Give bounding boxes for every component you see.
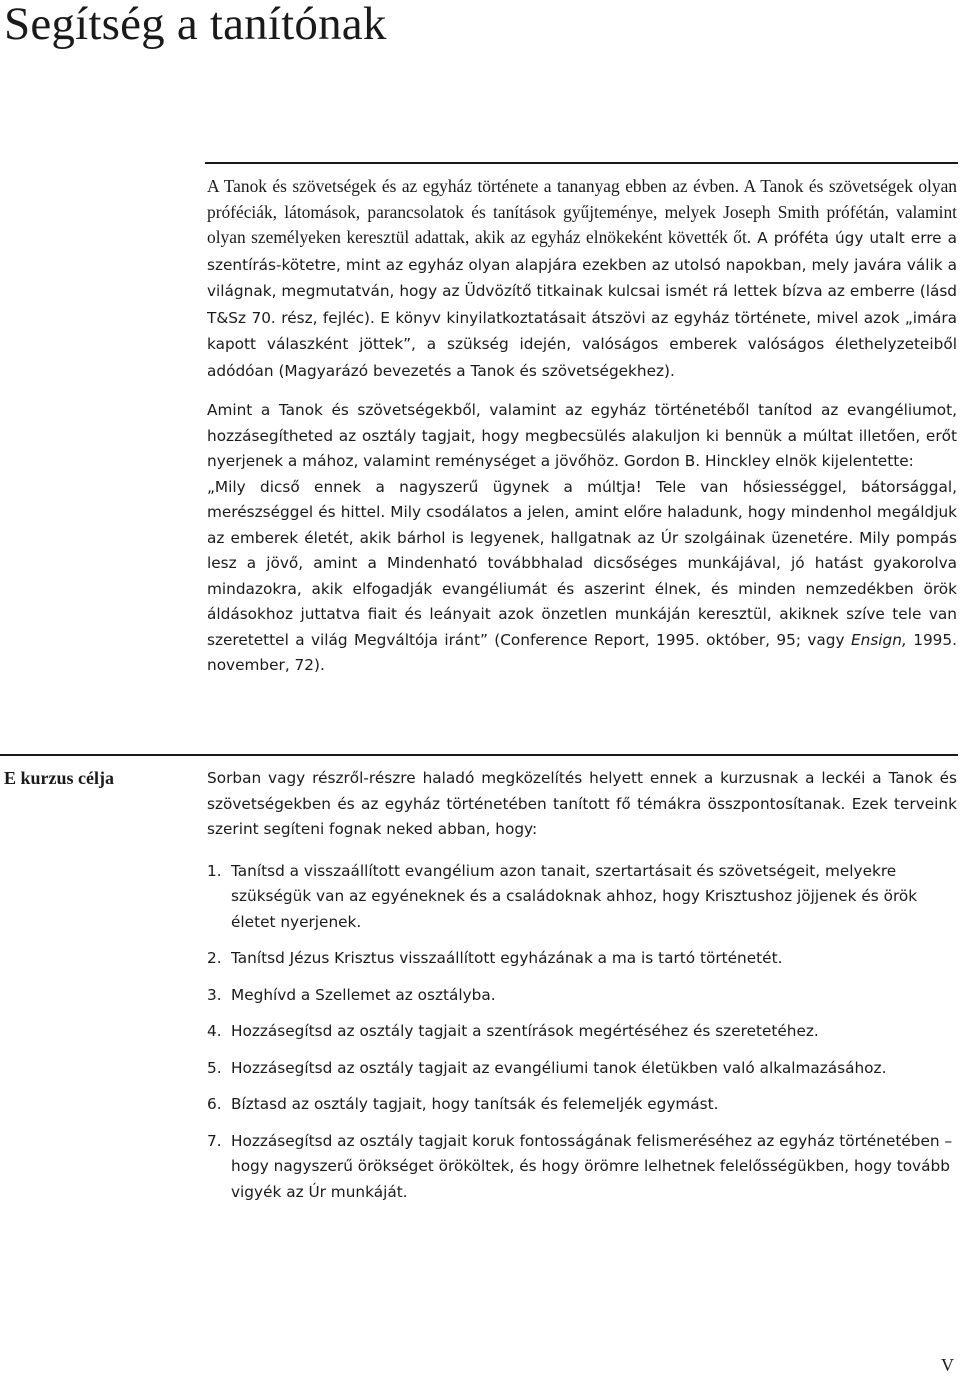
quote-end: 1995. november, 72). <box>207 630 958 674</box>
goal-item <box>207 983 957 1009</box>
goal-text: Bíztasd az osztály tagjait, hogy tanítsák és felemeljék egymást. <box>231 1095 719 1113</box>
course-intro: Sorban vagy részről-részre haladó megközelítés helyett ennek a kurzusnak a leckéi a Tanok és szövetségekben és az egyház történetében tanított fő témákra összpontosítanak. Ezek terveink szerint segíteni fognak neked abban, hogy: <box>207 769 957 838</box>
section-divider-course <box>0 754 958 756</box>
goal-text: Tanítsd Jézus Krisztus visszaállított egyházának a ma is tartó történetét. <box>231 949 783 967</box>
goal-text: Tanítsd a visszaállított evangélium azon tanait, szertartásait és szövetségeit, melyekre szükségük van az egyéneknek és a családoknak ahhoz, hogy Krisztushoz jöjjenek és örök életet nyerjenek. <box>231 861 918 931</box>
page-title: Segítség a tanítónak <box>4 0 387 50</box>
goal-number: 5. <box>207 1058 222 1077</box>
goal-item <box>207 1129 957 1206</box>
intro-section <box>207 174 957 679</box>
goal-item <box>207 946 957 972</box>
goal-text: Hozzásegítsd az osztály tagjait az evangéliumi tanok életükben való alkalmazásához. <box>231 1058 887 1077</box>
section-divider-top <box>205 162 958 164</box>
course-goals-section <box>207 766 957 1216</box>
goal-item <box>207 1056 957 1082</box>
goal-number: 1. <box>207 861 222 880</box>
quote-text: „Mily dicső ennek a nagyszerű ügynek a múltja! Tele van hősiességgel, bátorsággal, merészséggel és hittel. Mily csodálatos a jelen, amint előre haladunk, hogy mindenhol megáldjuk az emberek életét, akik bárhol is legyenek, hallgatnak az Úr szolgáinak üzenetére. Mily pompás lesz a jövő, amint a Mindenható továbbhalad dicsőséges munkájával, jó hatást gyakorolva mindazokra, akik elfogadják evangéliumát és aszerint élnek, és minden nemzedékben örök áldásokhoz juttatva fiait és leányait azok önzetlen munkáján keresztül, akiknek szíve tele van szeretettel a világ Megváltója iránt” (Conference Report, 1995. október, 95; vagy <box>207 477 957 649</box>
intro-paragraph-1 <box>207 174 957 384</box>
goal-number: 2. <box>207 949 222 967</box>
goal-number: 4. <box>207 1022 222 1040</box>
goal-text: Meghívd a Szellemet az osztályba. <box>231 985 496 1004</box>
goal-item <box>207 859 957 936</box>
goal-item <box>207 1092 957 1118</box>
goal-number: 6. <box>207 1095 222 1113</box>
intro-paragraph-1-lead: A Tanok és szövetségek és az egyház története a tananyag ebben az évben. A Tanok és szövetségek olyan próféciák, látomások, parancsolatok és tanítások gyűjteménye, melyek Joseph Smith prófétán, valamint olyan személyeken keresztül adattak, akik az egyház elnökeként követték őt. <box>207 176 957 247</box>
goal-text: Hozzásegítsd az osztály tagjait a szentírások megértéséhez és szeretetéhez. <box>231 1022 819 1040</box>
quote-ensign: Ensign, <box>850 630 907 649</box>
goal-item <box>207 1019 957 1045</box>
course-purpose-heading: E kurzus célja <box>4 768 114 788</box>
hinckley-quote <box>207 475 957 679</box>
goal-number: 3. <box>207 985 222 1004</box>
goal-text: Hozzásegítsd az osztály tagjait koruk fontosságának felismeréséhez az egyház történetében – hogy nagyszerű örökséget örököltek, és hogy örömre lelhetnek felelősségükben, hogy tovább vigyék az Úr munkáját. <box>231 1131 953 1201</box>
goal-list <box>207 859 957 1206</box>
page-number: V <box>941 1355 954 1375</box>
intro-paragraph-1-rest: A próféta úgy utalt erre a szentírás-kötetre, mint az egyház olyan alapjára ezekben az utolsó napokban, mely javára válik a világnak, megmutatván, hogy az Üdvözítő titkainak kulcsai ismét rá lettek bízva az emberre (lásd T&Sz 70. rész, fejléc). E könyv kinyilatkoztatásait átszövi az egyház története, mivel azok „imára kapott válaszként jöttek”, a szükség idején, valóságos emberek valóságos élethelyzeteiből adódóan (Magyarázó bevezetés a Tanok és szövetségekhez). <box>207 229 957 380</box>
goal-number: 7. <box>207 1131 222 1150</box>
intro-paragraph-2: Amint a Tanok és szövetségekből, valamint az egyház történetéből tanítod az evangéliumot, hozzásegítheted az osztály tagjait, hogy megbecsülés alakuljon ki bennük a múltat illetően, erőt nyerjenek a mához, valamint reménységet a jövőhöz. Gordon B. Hinckley elnök kijelentette: <box>207 401 957 470</box>
